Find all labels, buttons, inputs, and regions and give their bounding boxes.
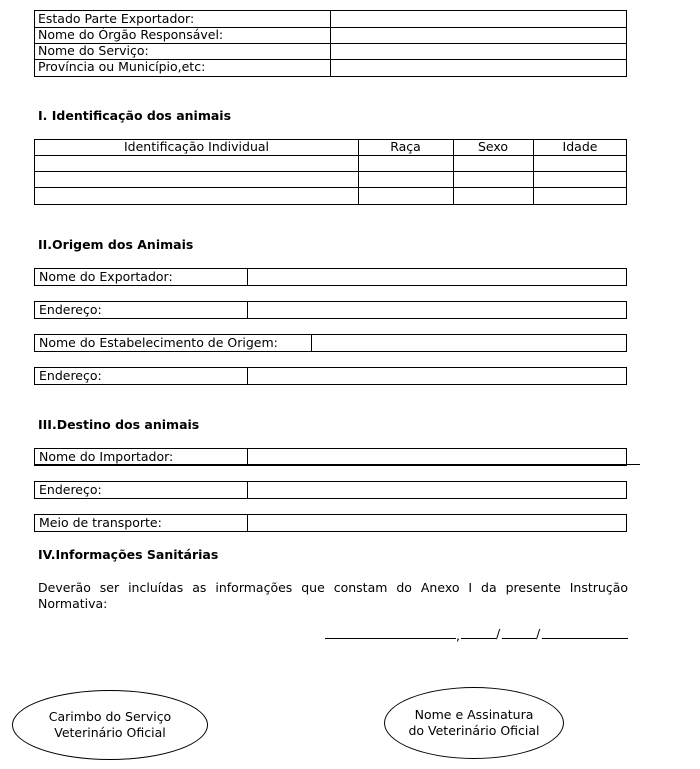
exporter-name-field: Nome do Exportador:: [34, 268, 627, 286]
animal-identification-table: [34, 139, 627, 205]
section-2-title: II.Origem dos Animais: [38, 237, 194, 252]
col-age-header: Idade: [562, 139, 598, 154]
origin-establishment-field: Nome do Estabelecimento de Origem:: [34, 334, 627, 352]
province-label: Província ou Município,etc:: [38, 59, 206, 74]
service-stamp-oval: Carimbo do Serviço Veterinário Oficial: [12, 690, 208, 760]
col-identification-header: Identificação Individual: [123, 139, 270, 154]
col-breed-header: Raça: [390, 139, 421, 154]
veterinarian-signature-oval: Nome e Assinatura do Veterinário Oficial: [384, 687, 564, 759]
sanitary-info-text: Deverão ser incluídas as informações que constam do Anexo I da presente Instrução Normativa:: [38, 580, 628, 611]
section-3-title: III.Destino dos animais: [38, 417, 200, 432]
exporter-info-table: [34, 10, 627, 77]
exporting-state-label: Estado Parte Exportador:: [38, 11, 195, 26]
exporter-address-field: Endereço:: [34, 301, 627, 319]
responsible-agency-label: Nome do Órgão Responsável:: [38, 27, 224, 42]
stray-line: [34, 464, 640, 465]
section-1-title: I. Identificação dos animais: [38, 108, 232, 123]
importer-address-field: Endereço:: [34, 481, 627, 499]
origin-address-field: Endereço:: [34, 367, 627, 385]
section-4-title: IV.Informações Sanitárias: [38, 547, 219, 562]
col-sex-header: Sexo: [477, 139, 509, 154]
transport-field: Meio de transporte:: [34, 514, 627, 532]
service-name-label: Nome do Serviço:: [38, 43, 149, 58]
importer-name-field: Nome do Importador:: [34, 448, 627, 466]
